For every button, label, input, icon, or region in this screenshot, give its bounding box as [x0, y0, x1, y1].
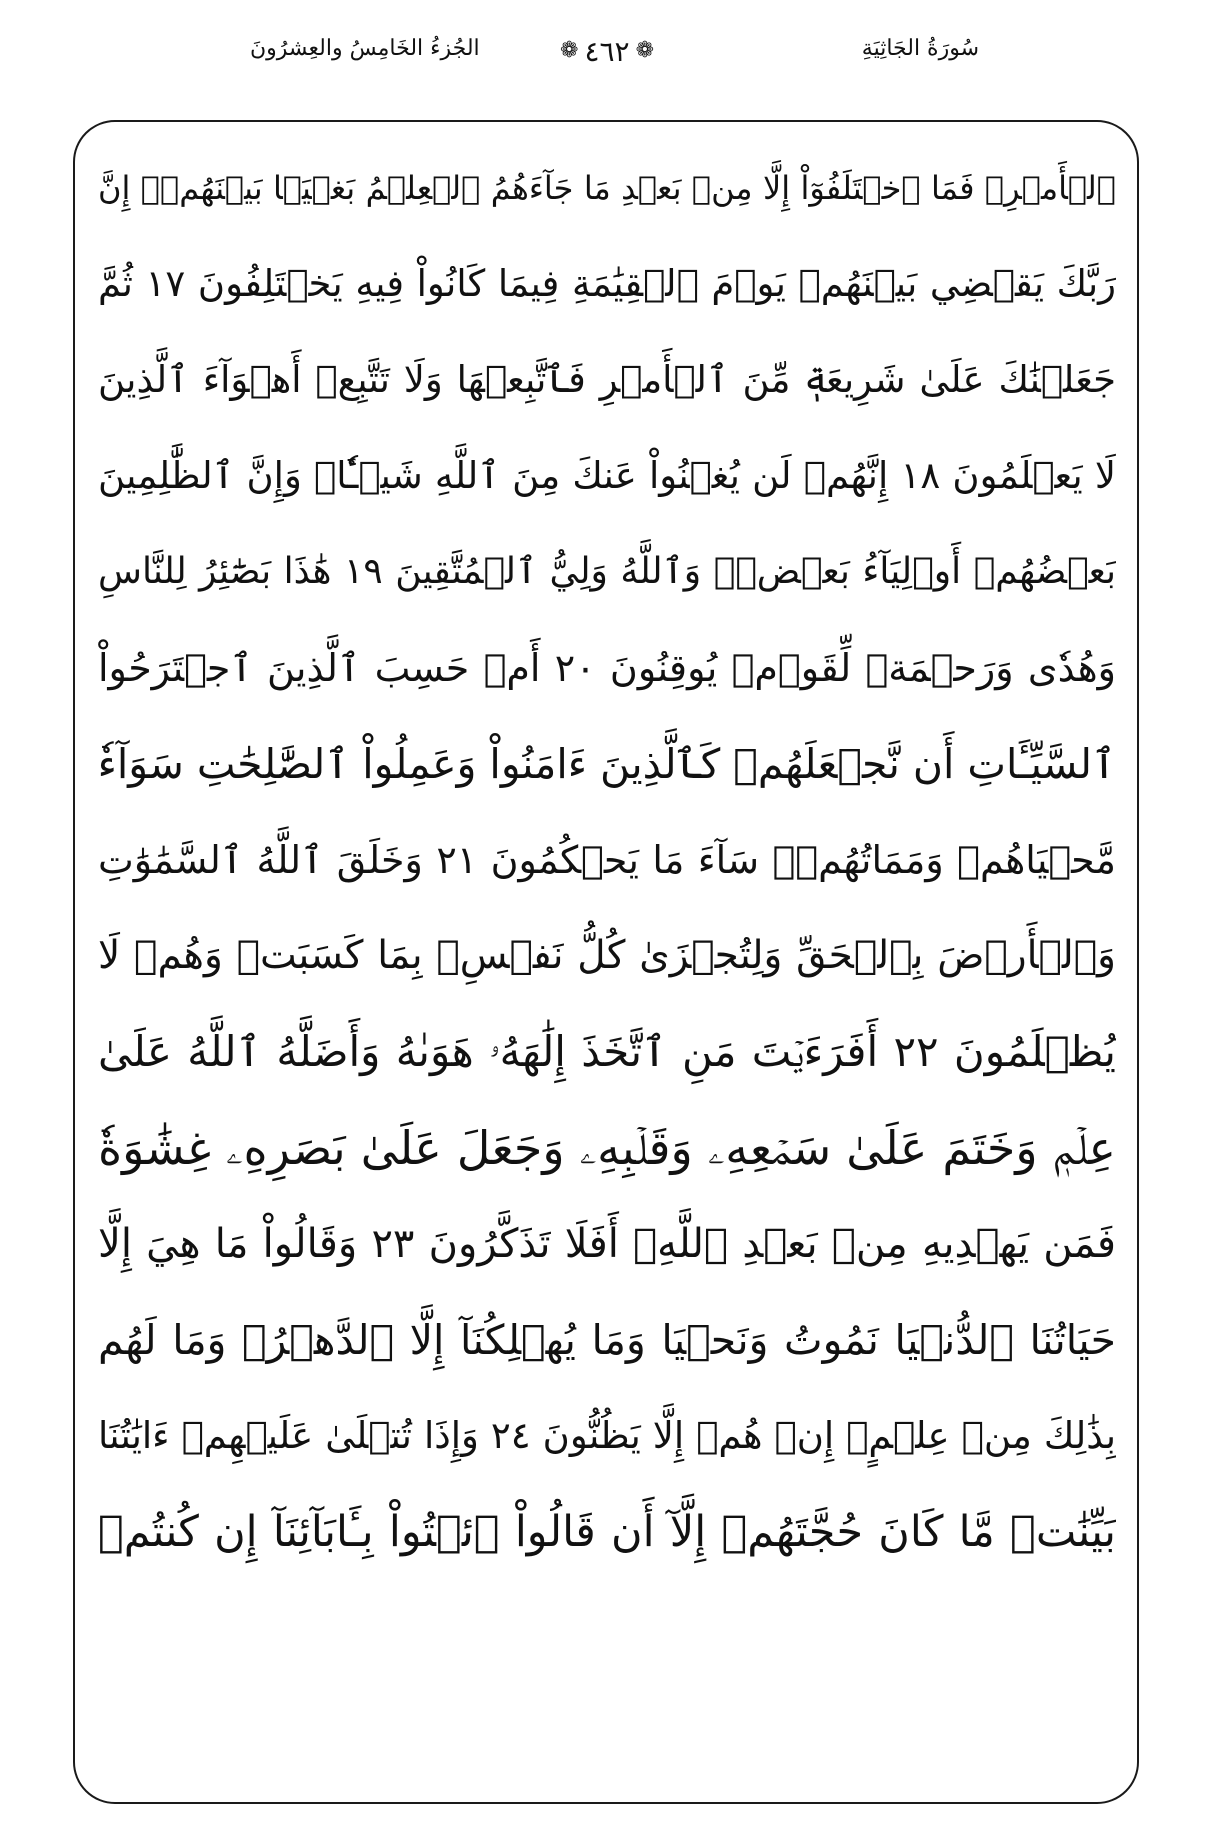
text-line: بَيِّنَٰتٖ مَّا كَانَ حُجَّتَهُمۡ إِلَّآ أَن قَالُواْ ٱئۡتُواْ بِـَٔابَآئِنَآ إِن كُنتُمۡ	[98, 1507, 1116, 1557]
text-line: مَّحۡيَاهُمۡ وَمَمَاتُهُمۡۚ سَآءَ مَا يَحۡكُمُونَ ٢١ وَخَلَقَ ٱللَّهُ ٱلسَّمَٰوَٰتِ	[98, 838, 1116, 882]
juz-title: الجُزءُ الخَامِسُ والعِشرُونَ	[250, 36, 480, 61]
text-line: بَعۡضُهُمۡ أَوۡلِيَآءُ بَعۡضٖۖ وَٱللَّهُ وَلِيُّ ٱلۡمُتَّقِينَ ١٩ هَٰذَا بَصَٰٓئِرُ لِلنَّاسِ	[98, 551, 1116, 592]
text-line: ٱلسَّيِّـَٔاتِ أَن نَّجۡعَلَهُمۡ كَٱلَّذِينَ ءَامَنُواْ وَعَمِلُواْ ٱلصَّٰلِحَٰتِ سَوَآءٗ	[98, 740, 1116, 788]
text-line: فَمَن يَهۡدِيهِ مِنۢ بَعۡدِ ٱللَّهِۚ أَفَلَا تَذَكَّرُونَ ٢٣ وَقَالُواْ مَا هِيَ إِلَّا	[98, 1221, 1116, 1267]
text-line: وَٱلۡأَرۡضَ بِٱلۡحَقِّ وَلِتُجۡزَىٰ كُلُّ نَفۡسِۭ بِمَا كَسَبَتۡ وَهُمۡ لَا	[98, 933, 1116, 978]
page-number: ٤٦٢	[584, 34, 630, 68]
text-line: بِذَٰلِكَ مِنۡ عِلۡمٍۖ إِنۡ هُمۡ إِلَّا يَظُنُّونَ ٢٤ وَإِذَا تُتۡلَىٰ عَلَيۡهِمۡ ءَايَٰتُنَا	[98, 1414, 1116, 1457]
text-line: جَعَلۡنَٰكَ عَلَىٰ شَرِيعَةٖ مِّنَ ٱلۡأَمۡرِ فَٱتَّبِعۡهَا وَلَا تَتَّبِعۡ أَهۡوَآءَ ٱلَّذِينَ	[98, 358, 1116, 401]
text-line: وَهُدٗى وَرَحۡمَةٞ لِّقَوۡمٖ يُوقِنُونَ ٢٠ أَمۡ حَسِبَ ٱلَّذِينَ ٱجۡتَرَحُواْ	[98, 646, 1116, 690]
page-header	[0, 28, 1214, 78]
surah-title: سُورَةُ الجَاثِيَةِ	[861, 36, 979, 61]
page-number-block	[0, 30, 1214, 68]
ornament-left-icon: ❁	[560, 38, 579, 63]
text-line: لَا يَعۡلَمُونَ ١٨ إِنَّهُمۡ لَن يُغۡنُواْ عَنكَ مِنَ ٱللَّهِ شَيۡـٔٗاۚ وَإِنَّ ٱلظَّٰلِمِينَ	[98, 454, 1116, 497]
text-line: يُظۡلَمُونَ ٢٢ أَفَرَءَيۡتَ مَنِ ٱتَّخَذَ إِلَٰهَهُۥ هَوَىٰهُ وَأَضَلَّهُ ٱللَّهُ عَلَىٰ	[98, 1027, 1116, 1076]
text-line: ٱلۡأَمۡرِۖ فَمَا ٱخۡتَلَفُوٓاْ إِلَّا مِنۢ بَعۡدِ مَا جَآءَهُمُ ٱلۡعِلۡمُ بَغۡيَۢا بَيۡنَهُمۡۚ إِنَّ	[98, 169, 1116, 207]
ornament-right-icon: ❁	[635, 38, 654, 63]
text-line: رَبَّكَ يَقۡضِي بَيۡنَهُمۡ يَوۡمَ ٱلۡقِيَٰمَةِ فِيمَا كَانُواْ فِيهِ يَخۡتَلِفُونَ ١٧ ثُمَّ	[98, 262, 1116, 305]
quran-text-body	[98, 140, 1116, 1580]
page-number-wrap	[560, 35, 654, 68]
text-line: عِلۡمٖ وَخَتَمَ عَلَىٰ سَمۡعِهِۦ وَقَلۡبِهِۦ وَجَعَلَ عَلَىٰ بَصَرِهِۦ غِشَٰوَةٗ	[98, 1121, 1116, 1175]
text-line: حَيَاتُنَا ٱلدُّنۡيَا نَمُوتُ وَنَحۡيَا وَمَا يُهۡلِكُنَآ إِلَّا ٱلدَّهۡرُۚ وَمَا لَهُم	[98, 1316, 1116, 1364]
